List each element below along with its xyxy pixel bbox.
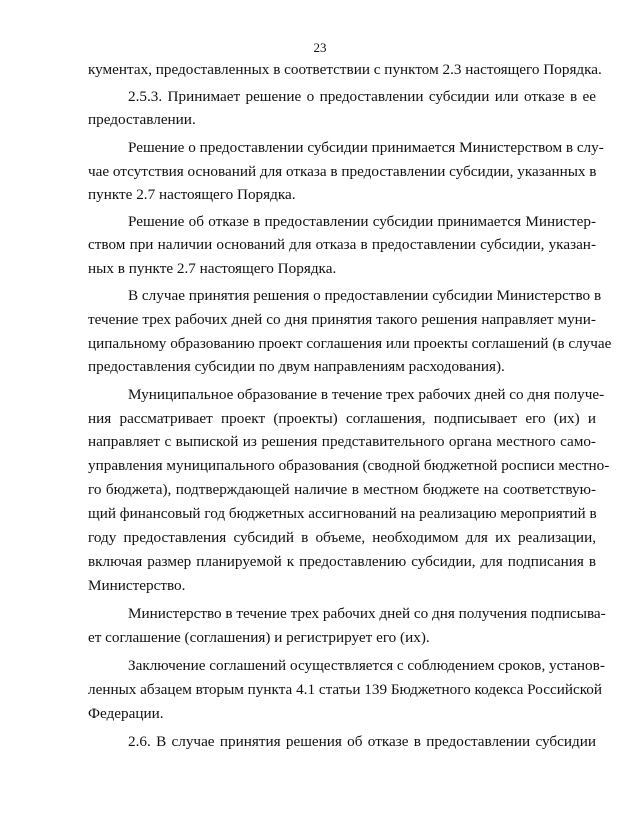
text-line: Решение об отказе в предоставлении субсидии принимается Министер- [128,213,596,230]
text-line: Министерство. [88,577,186,594]
text-line: Решение о предоставлении субсидии принимается Министерством в слу- [128,139,604,156]
text-line: течение трех рабочих дней со дня принятия такого решения направляет муни- [88,311,596,328]
text-line: пункте 2.7 настоящего Порядка. [88,186,296,203]
text-line: кументах, предоставленных в соответствии с пунктом 2.3 настоящего Порядка. [88,61,602,78]
text-line: управления муниципального образования (сводной бюджетной росписи местно- [88,457,610,474]
text-line: 2.6. В случае принятия решения об отказе в предоставлении субсидии [128,733,596,750]
text-line: году предоставления субсидий в объеме, необходимом для их реализации, [88,529,596,546]
text-line: ных в пункте 2.7 настоящего Порядка. [88,260,337,277]
text-line: Заключение соглашений осуществляется с соблюдением сроков, установ- [128,657,605,674]
text-line: В случае принятия решения о предоставлении субсидии Министерство в [128,287,602,304]
text-line: 2.5.3. Принимает решение о предоставлении субсидии или отказе в ее [128,88,596,105]
text-line: Министерство в течение трех рабочих дней со дня получения подписыва- [128,605,606,622]
text-line: го бюджета), подтверждающей наличие в местном бюджете на соответствую- [88,481,596,498]
page-number: 23 [313,40,327,55]
text-line: ния рассматривает проект (проекты) соглашения, подписывает его (их) и [88,410,596,427]
text-line: щий финансовый год бюджетных ассигнований на реализацию мероприятий в [88,505,597,522]
text-line: включая размер планируемой к предоставлению субсидии, для подписания в [88,553,596,570]
text-line: чае отсутствия оснований для отказа в предоставлении субсидии, указанных в [88,163,597,180]
text-line: предоставления субсидии по двум направлениям расходования). [88,358,505,375]
text-line: направляет с выпиской из решения представительного органа местного само- [88,433,596,450]
text-line: Федерации. [88,705,164,722]
text-line: ленных абзацем вторым пункта 4.1 статьи 139 Бюджетного кодекса Российской [88,681,603,698]
text-line: ет соглашение (соглашения) и регистрирует его (их). [88,629,430,646]
text-line: ципальному образованию проект соглашения или проекты соглашений (в случае [88,335,612,352]
text-line: Муниципальное образование в течение трех рабочих дней со дня получе- [128,386,605,403]
text-line: предоставлении. [88,111,196,128]
text-line: ством при наличии оснований для отказа в предоставлении субсидии, указан- [88,236,596,253]
